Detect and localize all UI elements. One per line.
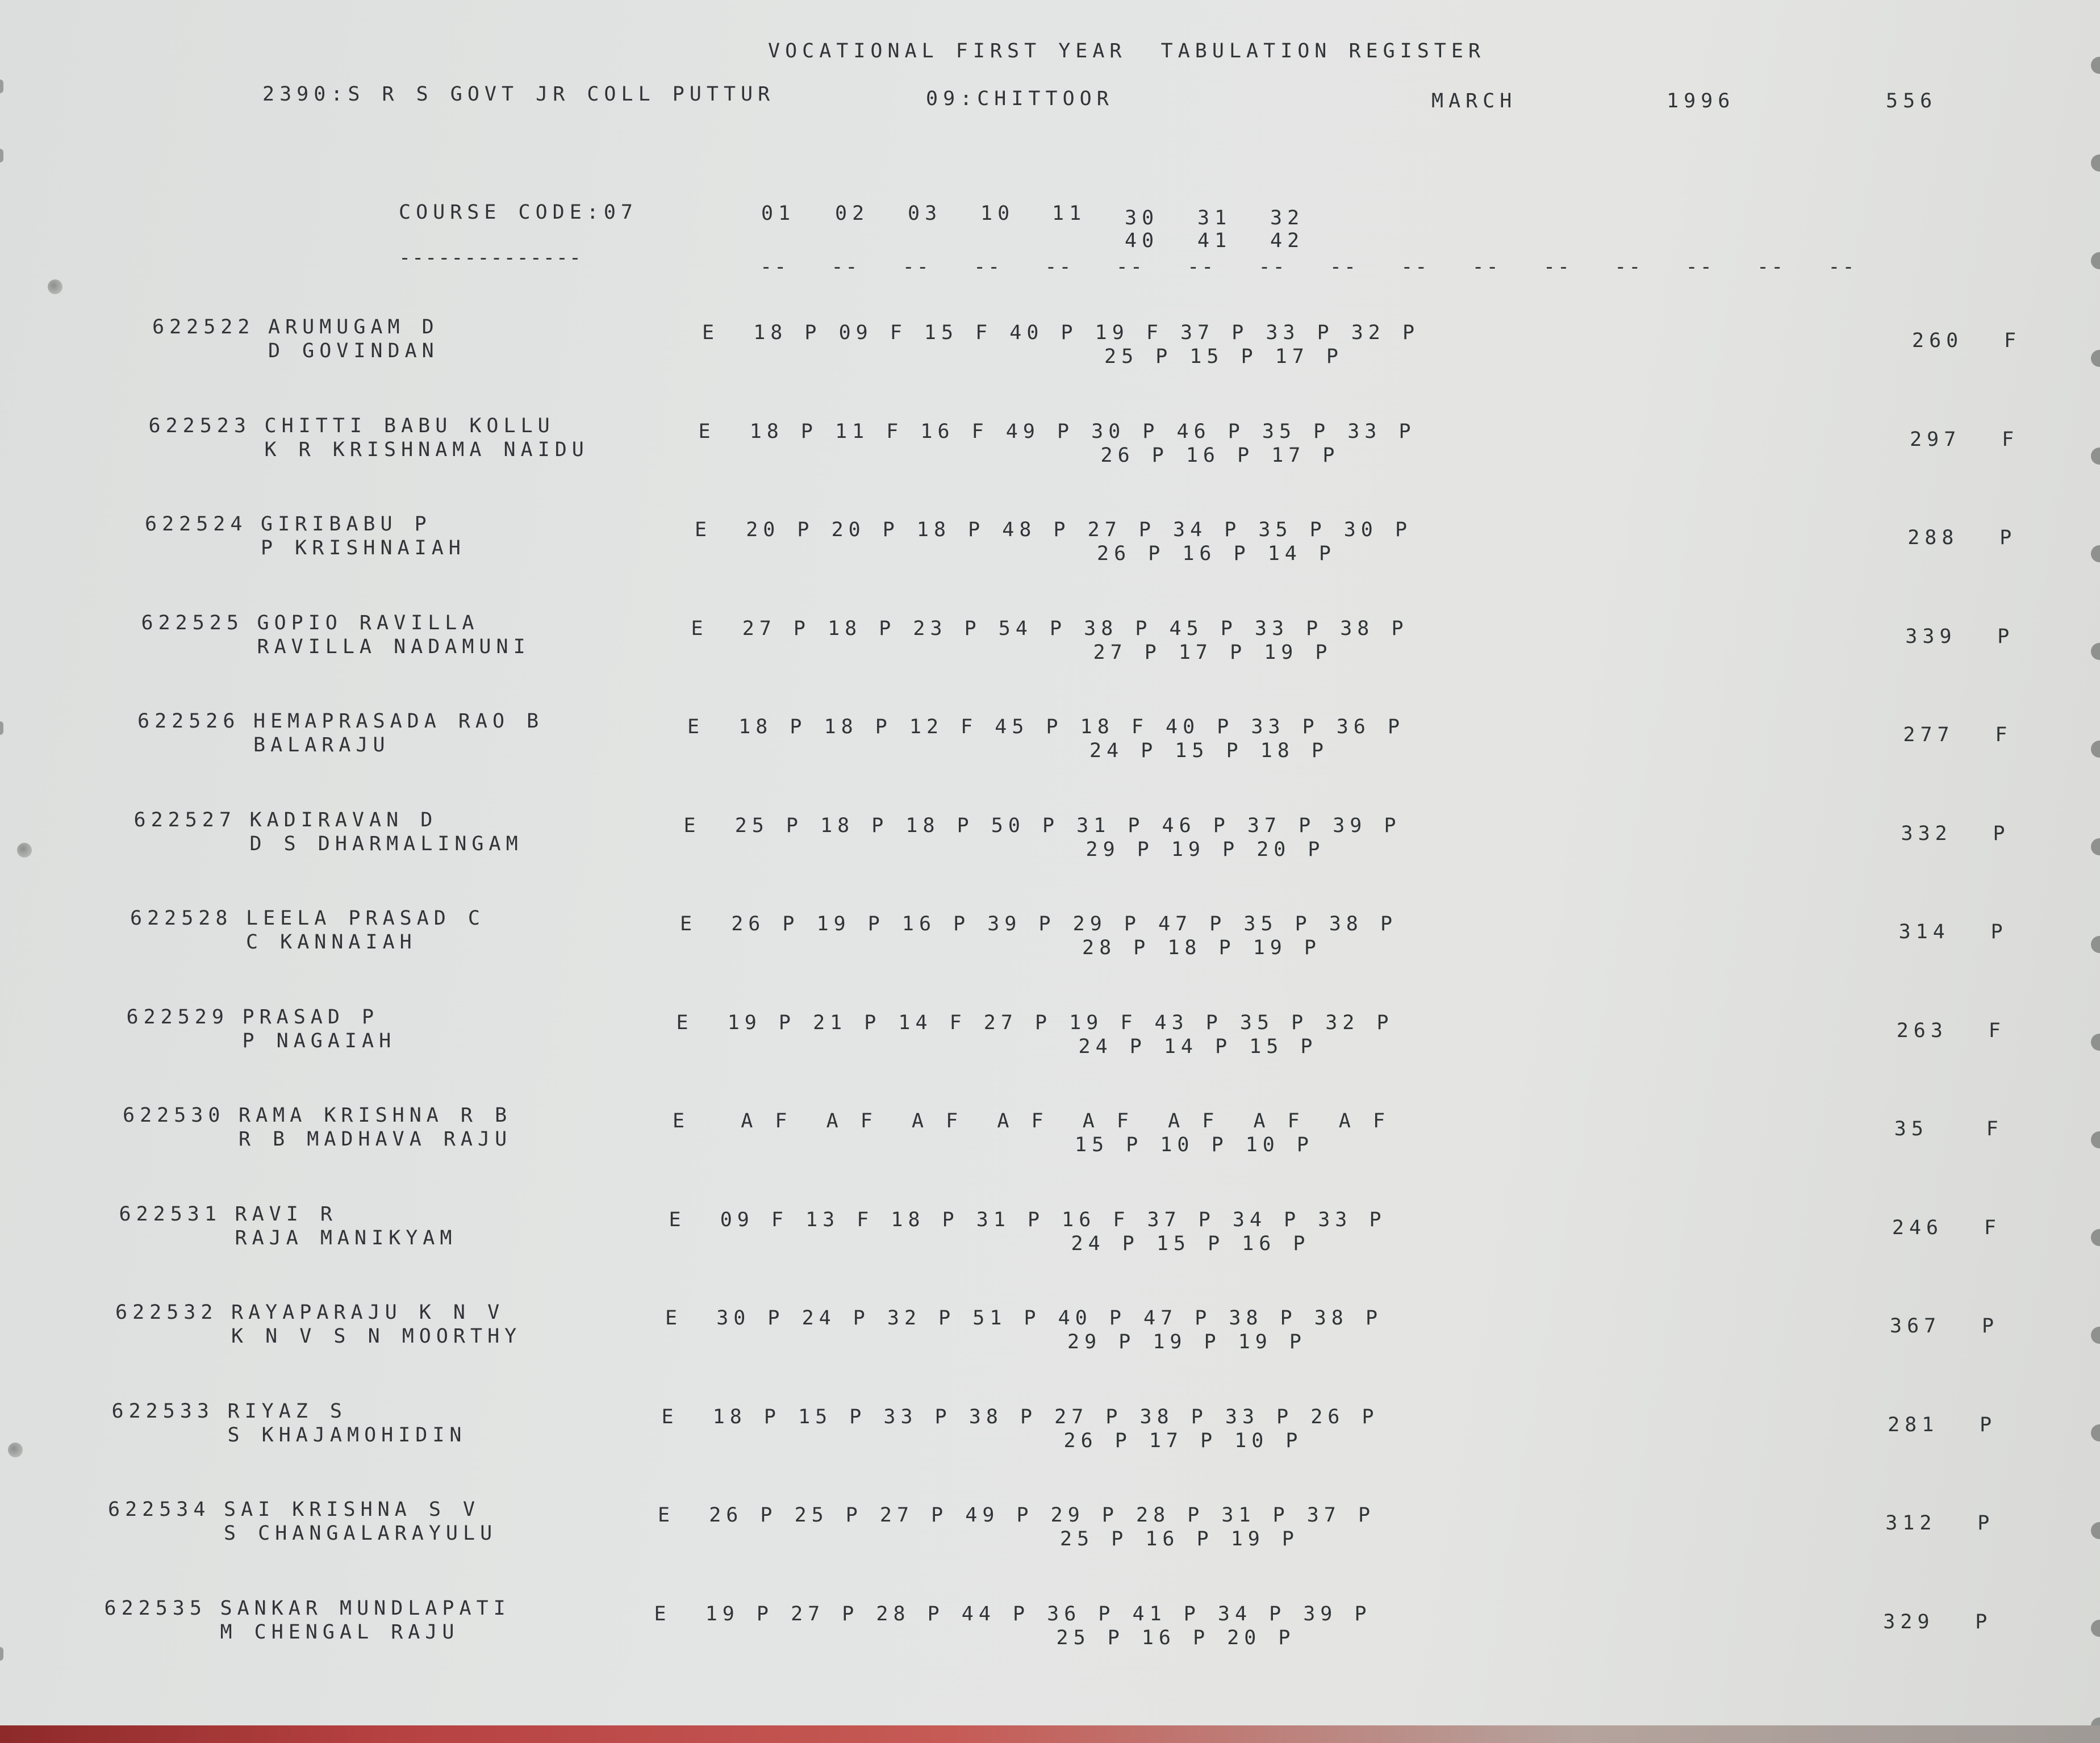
parent-name: C KANNAIAH [246, 931, 417, 954]
total-marks: 288 [1907, 526, 1959, 549]
total-marks: 314 [1898, 921, 1950, 943]
margin-mark [0, 1647, 3, 1661]
roll-number: 622522 [152, 316, 255, 338]
result-code: F [1988, 1019, 2006, 1042]
result-code: P [1990, 921, 2008, 943]
student-name: SANKAR MUNDLAPATI [220, 1596, 511, 1620]
result-code: P [1999, 526, 2017, 549]
marks-line-1: E 18 P 15 P 33 P 38 P 27 P 38 P 33 P 26 P [661, 1405, 1379, 1428]
sprocket-notch [2091, 545, 2100, 562]
parent-name: K R KRISHNAMA NAIDU [264, 438, 589, 461]
sprocket-notch [2091, 57, 2100, 74]
subject-code: 11 [1052, 202, 1087, 225]
result-code: P [1982, 1315, 1999, 1337]
parent-name: R B MADHAVA RAJU [239, 1128, 512, 1151]
subject-code: 02 [835, 202, 870, 225]
marks-line-1: E 26 P 19 P 16 P 39 P 29 P 47 P 35 P 38 P [680, 913, 1398, 935]
subject-code: 31 [1197, 207, 1232, 229]
roll-number: 622534 [108, 1498, 211, 1521]
parent-name: BALARAJU [253, 734, 390, 756]
marks-line-2: 24 P 15 P 18 P [1089, 739, 1329, 762]
student-name: GOPIO RAVILLA [257, 611, 479, 634]
marks-line-2: 25 P 16 P 19 P [1060, 1528, 1300, 1550]
marks-line-1: E A F A F A F A F A F A F A F A F [673, 1110, 1391, 1132]
roll-number: 622526 [137, 710, 240, 733]
parent-name: RAVILLA NADAMUNI [257, 635, 531, 658]
roll-number: 622531 [119, 1202, 222, 1226]
marks-line-2: 28 P 18 P 19 P [1082, 937, 1322, 959]
parent-name: M CHENGAL RAJU [220, 1620, 460, 1644]
course-code-underline: -------------- [399, 246, 583, 269]
roll-number: 622527 [133, 808, 236, 831]
total-marks: 277 [1903, 724, 1955, 746]
parent-name: RAJA MANIKYAM [235, 1226, 457, 1249]
district: 09:CHITTOOR [926, 87, 1114, 110]
subject-code: 01 [761, 202, 796, 225]
total-marks: 329 [1883, 1610, 1935, 1633]
result-code: F [1984, 1216, 2001, 1239]
subject-code: 42 [1270, 229, 1305, 252]
marks-line-1: E 09 F 13 F 18 P 31 P 16 F 37 P 34 P 33 P [669, 1208, 1387, 1231]
total-marks: 281 [1888, 1413, 1939, 1436]
student-name: PRASAD P [242, 1005, 379, 1029]
marks-line-2: 29 P 19 P 19 P [1067, 1331, 1307, 1353]
sprocket-notch [2091, 448, 2100, 465]
subject-code: 40 [1125, 229, 1159, 252]
roll-number: 622523 [148, 414, 251, 437]
sprocket-notch [2091, 838, 2100, 855]
course-code: COURSE CODE:07 [399, 201, 638, 224]
punch-hole [48, 279, 62, 294]
marks-line-2: 24 P 15 P 16 P [1071, 1232, 1310, 1255]
result-code: F [1986, 1118, 2003, 1140]
parent-name: D GOVINDAN [268, 340, 439, 362]
college-name: 2390:S R S GOVT JR COLL PUTTUR [262, 83, 775, 106]
marks-line-2: 27 P 17 P 19 P [1093, 641, 1333, 664]
parent-name: S CHANGALARAYULU [224, 1522, 498, 1545]
student-name: LEELA PRASAD C [246, 907, 486, 930]
margin-mark [0, 80, 3, 93]
result-code: P [1997, 625, 2015, 648]
roll-number: 622528 [130, 907, 233, 930]
sprocket-notch [2091, 1131, 2100, 1148]
student-name: HEMAPRASADA RAO B [253, 710, 544, 733]
total-marks: 339 [1905, 625, 1957, 648]
register-title: VOCATIONAL FIRST YEAR TABULATION REGISTER [768, 40, 1486, 62]
student-name: KADIRAVAN D [249, 808, 438, 831]
parent-name: D S DHARMALINGAM [249, 832, 523, 855]
exam-month: MARCH [1431, 90, 1517, 112]
roll-number: 622535 [104, 1596, 207, 1620]
sprocket-notch [2091, 154, 2100, 172]
subject-code: 30 [1125, 207, 1159, 229]
student-name: RAMA KRISHNA R B [239, 1104, 512, 1127]
subject-code: 03 [908, 202, 942, 225]
marks-line-2: 25 P 16 P 20 P [1056, 1626, 1296, 1649]
sprocket-notch [2091, 252, 2100, 269]
result-code: F [1995, 724, 2013, 746]
parent-name: S KHAJAMOHIDIN [227, 1423, 467, 1447]
marks-line-2: 26 P 17 P 10 P [1063, 1429, 1303, 1452]
parent-name: K N V S N MOORTHY [231, 1325, 522, 1348]
marks-line-1: E 19 P 27 P 28 P 44 P 36 P 41 P 34 P 39 P [654, 1602, 1372, 1625]
total-marks: 246 [1892, 1216, 1944, 1239]
total-marks: 297 [1910, 428, 1961, 451]
sprocket-notch [2091, 1034, 2100, 1051]
student-name: RAVI R [235, 1202, 337, 1226]
marks-line-2: 25 P 15 P 17 P [1104, 345, 1344, 368]
student-name: ARUMUGAM D [268, 316, 439, 338]
exam-year: 1996 [1667, 90, 1735, 112]
parent-name: P KRISHNAIAH [261, 537, 466, 559]
sprocket-notch [2091, 1229, 2100, 1246]
subject-codes-dashes: -- -- -- -- -- -- -- -- -- -- -- -- -- -- -- -- [760, 256, 1857, 278]
result-code: P [1980, 1413, 1997, 1436]
total-marks: 260 [1912, 329, 1964, 352]
total-marks: 367 [1890, 1315, 1942, 1337]
marks-line-1: E 18 P 18 P 12 F 45 P 18 F 40 P 33 P 36 P [687, 716, 1405, 738]
marks-line-2: 15 P 10 P 10 P [1075, 1134, 1314, 1156]
result-code: F [2002, 428, 2019, 451]
marks-line-1: E 20 P 20 P 18 P 48 P 27 P 34 P 35 P 30 P [695, 519, 1413, 541]
result-code: P [1975, 1610, 1993, 1633]
sprocket-notch [2091, 936, 2100, 953]
roll-number: 622529 [126, 1005, 229, 1029]
sprocket-notch [2091, 643, 2100, 660]
sprocket-notch [2091, 741, 2100, 758]
sprocket-notch [2091, 1424, 2100, 1441]
total-marks: 332 [1901, 822, 1952, 845]
student-name: RIYAZ S [227, 1399, 348, 1423]
roll-number: 622525 [141, 611, 244, 634]
punch-hole [8, 1443, 23, 1457]
marks-line-2: 24 P 14 P 15 P [1078, 1035, 1318, 1058]
marks-line-2: 29 P 19 P 20 P [1086, 838, 1325, 861]
total-marks: 35 [1894, 1118, 1928, 1140]
marks-line-1: E 27 P 18 P 23 P 54 P 38 P 45 P 33 P 38 P [691, 617, 1409, 640]
marks-line-1: E 19 P 21 P 14 F 27 P 19 F 43 P 35 P 32 P [676, 1011, 1394, 1034]
page-number: 556 [1886, 90, 1938, 112]
roll-number: 622532 [115, 1301, 218, 1324]
margin-mark [0, 149, 3, 162]
marks-line-2: 26 P 16 P 17 P [1100, 444, 1340, 467]
roll-number: 622524 [145, 513, 248, 536]
parent-name: P NAGAIAH [242, 1029, 396, 1052]
total-marks: 263 [1896, 1019, 1948, 1042]
margin-mark [0, 721, 3, 735]
table-edge [0, 1725, 2100, 1743]
punch-hole [17, 843, 32, 858]
marks-line-1: E 25 P 18 P 18 P 50 P 31 P 46 P 37 P 39 P [683, 814, 1401, 837]
marks-line-1: E 30 P 24 P 32 P 51 P 40 P 47 P 38 P 38 P [665, 1307, 1383, 1330]
student-name: CHITTI BABU KOLLU [264, 414, 555, 437]
result-code: P [1993, 822, 2010, 845]
roll-number: 622533 [111, 1399, 214, 1423]
marks-line-1: E 18 P 11 F 16 F 49 P 30 P 46 P 35 P 33 P [698, 420, 1416, 443]
subject-code: 32 [1270, 207, 1305, 229]
student-name: SAI KRISHNA S V [224, 1498, 481, 1521]
result-code: P [1977, 1512, 1995, 1535]
subject-code: 41 [1197, 229, 1232, 252]
sprocket-notch [2091, 350, 2100, 367]
marks-line-1: E 26 P 25 P 27 P 49 P 29 P 28 P 31 P 37 P [658, 1504, 1376, 1527]
marks-line-1: E 18 P 09 F 15 F 40 P 19 F 37 P 33 P 32 P [702, 321, 1420, 344]
result-code: F [2004, 329, 2022, 352]
student-name: GIRIBABU P [261, 513, 432, 536]
sprocket-notch [2091, 1327, 2100, 1344]
student-name: RAYAPARAJU K N V [231, 1301, 505, 1324]
subject-code: 10 [980, 202, 1015, 225]
marks-line-2: 26 P 16 P 14 P [1097, 542, 1337, 565]
roll-number: 622530 [123, 1104, 226, 1127]
total-marks: 312 [1885, 1512, 1937, 1535]
sprocket-notch [2091, 1522, 2100, 1539]
sprocket-notch [2091, 1620, 2100, 1637]
